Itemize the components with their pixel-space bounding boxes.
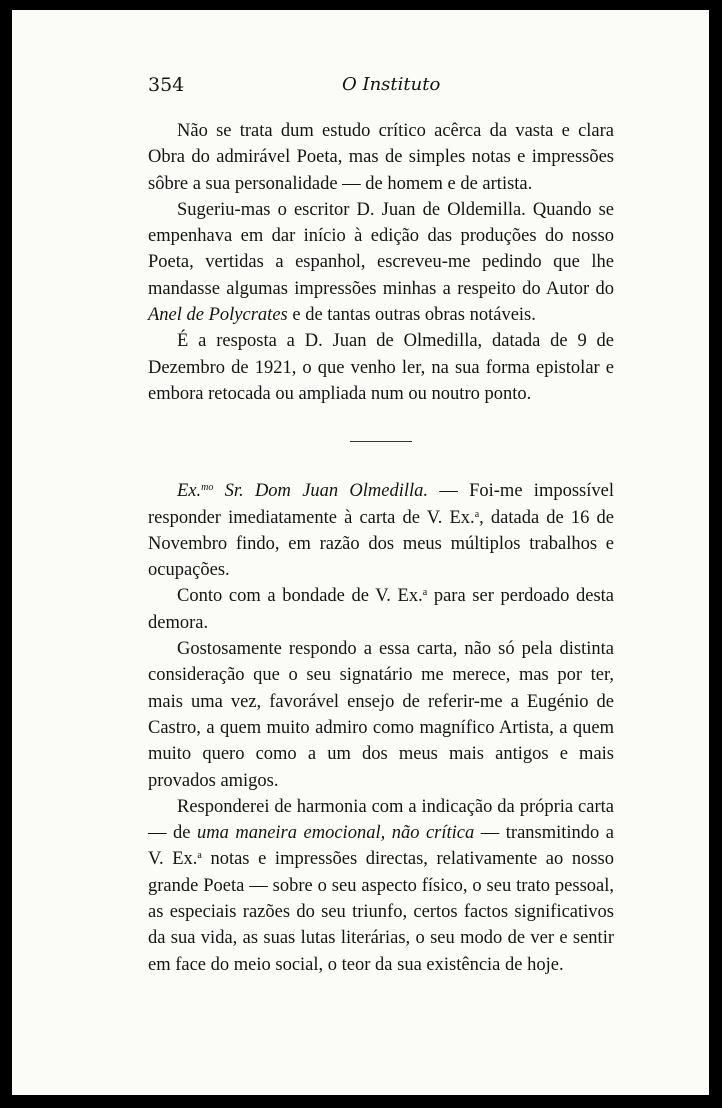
- quoted-phrase: uma maneira emocional, não crítica: [196, 823, 475, 844]
- intro-paragraph-2: Sugeriu-mas o escritor D. Juan de Oldemilla. Quando se empenhava em dar início à edição das produções do nosso Poeta, vertidas a espanhol, escreveu-me pedindo que lhe mandasse algumas impressões minhas a respeito do Autor do Anel de Polycrates e de tantas outras obras notáveis.: [148, 199, 614, 326]
- letter-salutation: Ex.$^{mo}$ Sr. Dom Juan Olmedilla.: [177, 481, 429, 502]
- journal-title: O Instituto: [342, 74, 441, 95]
- book-page: [12, 10, 709, 1095]
- work-title: Anel de Polycrates: [148, 305, 288, 326]
- section-separator: [350, 441, 412, 442]
- letter-paragraph-3: Gostosamente respondo a essa carta, não só pela distinta consideração que o seu signatário me merece, mas por ter, mais uma vez, favorável ensejo de referir-me a Eugénio de Castro, a quem muito admiro como magnífico Artista, a quem muito quero como a um dos meus mais antigos e mais provados amigos.: [148, 639, 614, 791]
- intro-paragraph-1: Não se trata dum estudo crítico acêrca da vasta e clara Obra do admirável Poeta, mas de simples notas e impressões sôbre a sua personalidade — de homem e de artista.: [148, 121, 614, 194]
- intro-paragraph-3: É a resposta a D. Juan de Olmedilla, datada de 9 de Dezembro de 1921, o que venho ler, na sua forma epistolar e embora retocada ou ampliada num ou noutro ponto.: [148, 331, 614, 404]
- body-text: [148, 118, 614, 978]
- running-head: [148, 74, 603, 98]
- page-number: 354: [148, 74, 185, 96]
- letter-paragraph-2: Conto com a bondade de V. Ex.$^a$ para ser perdoado desta demora.: [148, 586, 615, 633]
- letter-paragraph-4: Responderei de harmonia com a indicação da própria carta — de uma maneira emocional, não crítica — transmitindo a V. Ex.$^a$ notas e impressões directas, relativamente ao nosso grande Poeta — sobre o seu aspecto físico, o seu trato pessoal, as especiais razões do seu triunfo, certos factos significativos da sua vida, as suas lutas literárias, o seu modo de ver e sentir em face do meio social, o teor da sua existência de hoje.: [148, 796, 615, 975]
- letter-paragraph-1: Ex.$^{mo}$ Sr. Dom Juan Olmedilla. — Foi-me impossível responder imediatamente à carta de V. Ex.$^a$, datada de 16 de Novembro findo, em razão dos meus múltiplos trabalhos e ocupações.: [148, 481, 614, 581]
